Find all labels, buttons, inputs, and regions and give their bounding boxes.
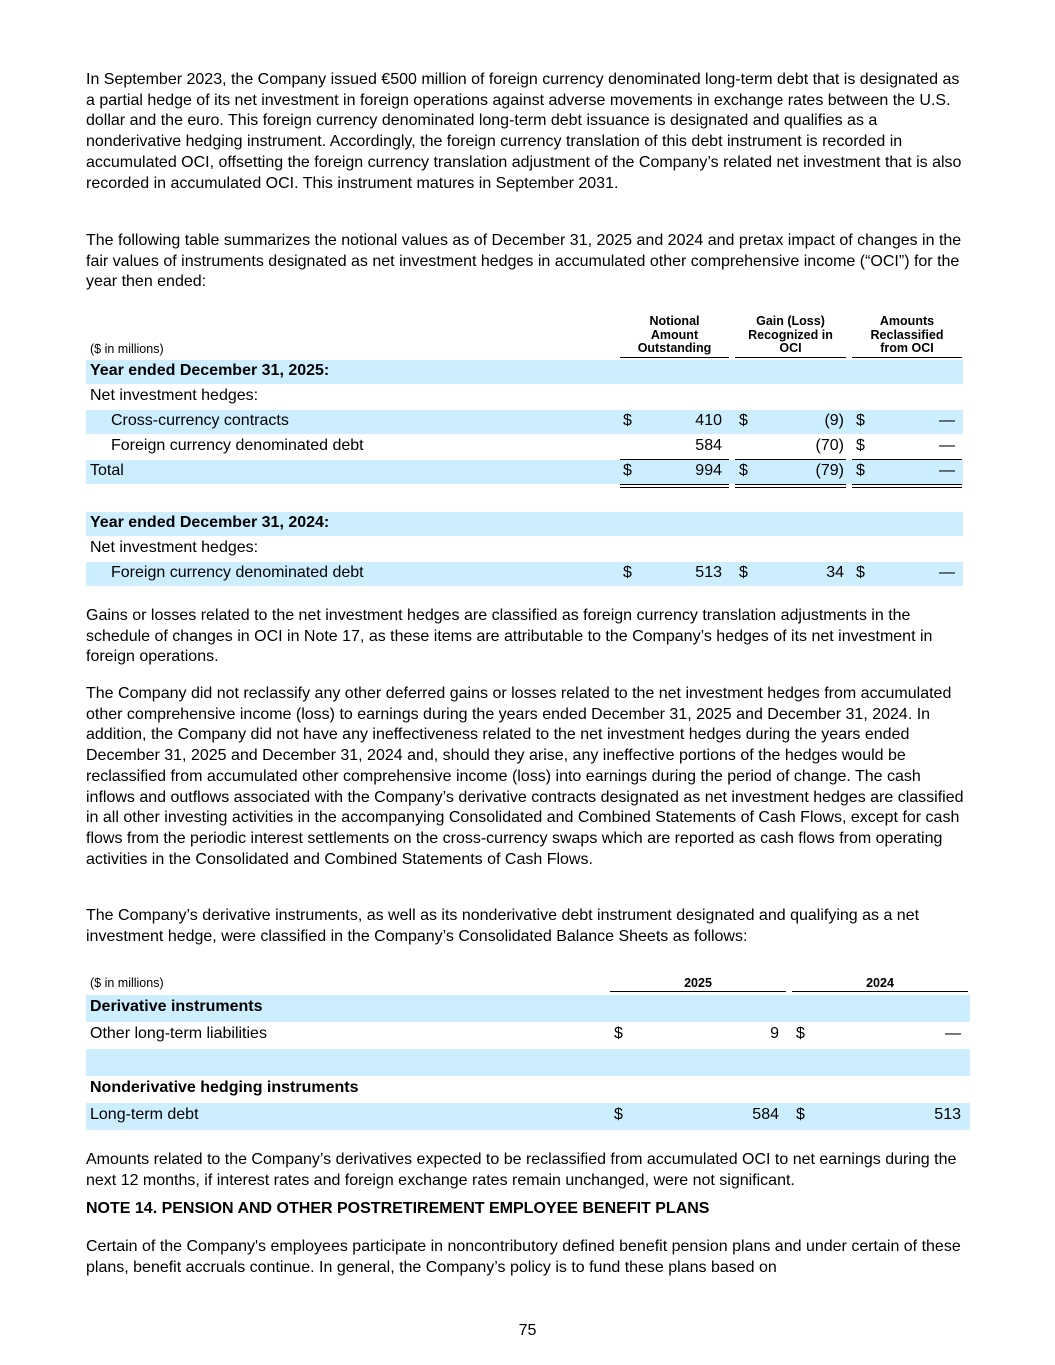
column-header-reclassified: [852, 315, 962, 358]
gain-loss-value: (9): [824, 412, 844, 429]
section-label: Year ended December 31, 2024:: [90, 514, 330, 531]
paragraph-balance-sheet-intro: The Company’s derivative instruments, as well as its nonderivative debt instrument designated and qualifying as a net investment hedge, were classified in the Company’s Consolidated Balance Sheets as follows:: [86, 907, 920, 945]
currency-symbol: $: [796, 1025, 805, 1042]
currency-symbol: $: [623, 564, 632, 581]
paragraph-foreign-debt: In September 2023, the Company issued €500 million of foreign currency denominated long-term debt that is designated as a partial hedge of its net investment in foreign operations against adverse movements in exchange rates between the U.S. dollar and the euro. This foreign currency denominated long-term debt issuance is designated and qualifies as a nonderivative hedging instrument. Accordingly, the foreign currency translation of this debt instrument is recorded in accumulated OCI, offsetting the foreign currency translation adjustment of the Company’s related net investment that is also recorded in accumulated OCI. This instrument matures in September 2031.: [86, 71, 962, 192]
table-row-spacer: [86, 1049, 970, 1076]
section-label: Derivative instruments: [90, 998, 263, 1015]
row-label: Total: [90, 462, 124, 479]
table-row: [86, 1103, 970, 1130]
table-units-label: ($ in millions): [90, 342, 164, 356]
currency-symbol: $: [614, 1025, 623, 1042]
table-row: [86, 410, 963, 434]
row-label: Foreign currency denominated debt: [111, 564, 364, 581]
column-header-line: Gain (Loss): [756, 314, 825, 328]
column-header-2024: 2024: [792, 976, 968, 992]
column-header-line: Amounts: [879, 314, 935, 328]
value-2024: 513: [934, 1106, 961, 1123]
paragraph-reclassification: The Company did not reclassify any other deferred gains or losses related to the net investment hedges from accumulated other comprehensive income (loss) to earnings during the years ended December 31, 2025 and December 31, 2024. In addition, the Company did not have any ineffectiveness related to the net investment hedges during the years ended December 31, 2025 and December 31, 2024 and, should they arise, any ineffective portions of the hedges would be reclassified from accumulated other comprehensive income (loss) into earnings during the period of change. The cash inflows and outflows associated with the Company’s derivative contracts designated as net investment hedges are classified in all other investing activities in the accompanying Consolidated and Combined Statements of Cash Flows, except for cash flows from the periodic interest settlements on the cross-currency swaps which are reported as cash flows from operating activities in the Consolidated and Combined Statements of Cash Flows.: [86, 685, 964, 868]
table-row-total: [86, 460, 963, 484]
notional-value: 513: [695, 564, 722, 581]
currency-symbol: $: [614, 1106, 623, 1123]
table-row: [86, 385, 963, 409]
total-double-rule: [620, 487, 729, 488]
table-row: [86, 360, 963, 384]
column-header-line: Outstanding: [637, 341, 712, 355]
notional-value: 410: [695, 412, 722, 429]
currency-symbol: $: [623, 462, 632, 479]
notional-value: 994: [695, 462, 722, 479]
table-row: [86, 435, 963, 459]
reclassified-value: —: [939, 462, 955, 479]
currency-symbol: $: [856, 462, 865, 479]
total-double-rule: [735, 487, 846, 488]
total-double-rule: [735, 484, 846, 485]
paragraph-gains-losses: Gains or losses related to the net investment hedges are classified as foreign currency translation adjustments in the schedule of changes in OCI in Note 17, as these items are attributable to the Company’s hedges of its net investment in foreign operations.: [86, 607, 933, 666]
balance-sheet-classification-table: [86, 975, 970, 1135]
section-label: Year ended December 31, 2025:: [90, 362, 330, 379]
row-label: Net investment hedges:: [90, 539, 259, 556]
row-label: Foreign currency denominated debt: [111, 437, 364, 454]
value-2024: —: [945, 1025, 961, 1042]
row-label: Long-term debt: [90, 1106, 199, 1123]
row-label: Net investment hedges:: [90, 387, 259, 404]
total-double-rule: [852, 484, 962, 485]
table-row: [86, 1076, 970, 1103]
currency-symbol: $: [856, 412, 865, 429]
column-header-2025: 2025: [610, 976, 786, 992]
paragraph-table-intro: The following table summarizes the notional values as of December 31, 2025 and 2024 and pretax impact of changes in the fair values of instruments designated as net investment hedges in accumulated other comprehensive income (“OCI”) for the year then ended:: [86, 232, 962, 291]
gain-loss-value: 34: [826, 564, 844, 581]
column-header-notional: [620, 315, 729, 358]
table-row: [86, 537, 963, 561]
reclassified-value: —: [939, 437, 955, 454]
notional-value: 584: [695, 437, 722, 454]
gain-loss-value: (70): [815, 437, 844, 454]
column-header-line: Reclassified: [870, 327, 944, 342]
value-2025: 584: [752, 1106, 779, 1123]
total-double-rule: [852, 487, 962, 488]
total-double-rule: [620, 484, 729, 485]
column-header-line: OCI: [779, 341, 802, 355]
reclassified-value: —: [939, 564, 955, 581]
table-units-label: ($ in millions): [90, 976, 164, 990]
row-label: Cross-currency contracts: [111, 412, 289, 429]
column-header-line: Notional: [649, 314, 700, 328]
gain-loss-value: (79): [815, 462, 844, 479]
currency-symbol: $: [796, 1106, 805, 1123]
table-row: [86, 1022, 970, 1049]
row-label: Other long-term liabilities: [90, 1025, 267, 1042]
currency-symbol: $: [739, 564, 748, 581]
table-row: [86, 995, 970, 1022]
column-header-gain-loss: [735, 315, 846, 358]
paragraph-pension-plans: Certain of the Company's employees participate in noncontributory defined benefit pension plans and under certain of these plans, benefit accruals continue. In general, the Company’s policy is to fund these plans based on: [86, 1238, 961, 1276]
column-header-line: Amount: [650, 327, 699, 342]
table-row: [86, 562, 963, 586]
currency-symbol: $: [856, 564, 865, 581]
column-header-line: from OCI: [880, 341, 934, 355]
currency-symbol: $: [739, 462, 748, 479]
currency-symbol: $: [856, 437, 865, 454]
value-2025: 9: [770, 1025, 779, 1042]
reclassified-value: —: [939, 412, 955, 429]
currency-symbol: $: [739, 412, 748, 429]
currency-symbol: $: [623, 412, 632, 429]
column-header-line: Recognized in: [748, 327, 833, 342]
net-investment-hedges-table: [86, 312, 963, 592]
page-number: 75: [518, 1322, 537, 1339]
note-14-heading: NOTE 14. PENSION AND OTHER POSTRETIREMENT EMPLOYEE BENEFIT PLANS: [86, 1200, 710, 1217]
section-label: Nonderivative hedging instruments: [90, 1079, 359, 1096]
paragraph-derivatives-reclassified: Amounts related to the Company’s derivatives expected to be reclassified from accumulated OCI to net earnings during the next 12 months, if interest rates and foreign exchange rates remain unchanged, were not significant.: [86, 1151, 957, 1189]
table-row: [86, 512, 963, 536]
